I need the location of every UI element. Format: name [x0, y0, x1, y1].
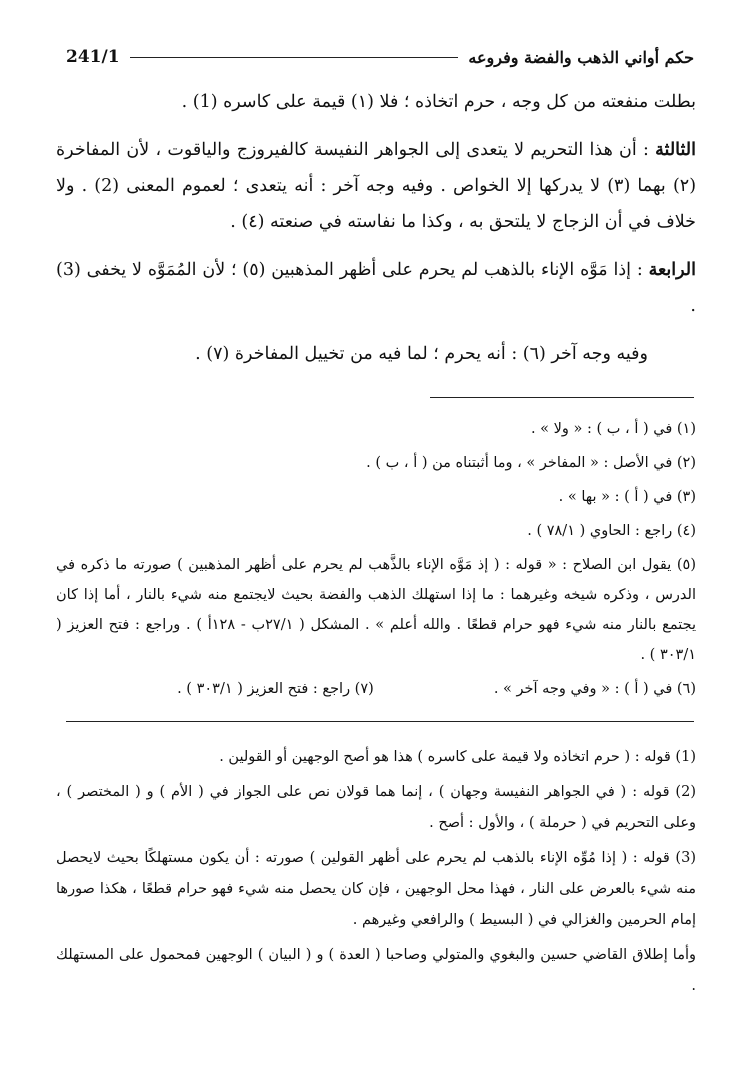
commentary-footnotes [56, 742, 696, 1006]
fourth-text: : إذا مَوَّه الإناء بالذهب لم يحرم على أظهر المذهبين (٥) ؛ لأن المُمَوَّه لا يخفى (3) . [56, 260, 696, 316]
footnote-separator-short [430, 397, 694, 398]
variant-footnotes [56, 414, 696, 708]
commentary-3: (3) قوله : ( إذا مُوِّه الإناء بالذهب لم يحرم على أظهر القولين ) صورته : أن يكون مستهلكًا بحيث لايحصل منه شيء بالعرض على النار ، فهذا محل الوجهين ، فإن كان يحصل منه شيء فهو حرام قطعًا ، هكذا صورها إمام الحرمين والغزالي في ( البسيط ) والرافعي وغيرهم . [56, 850, 696, 928]
paragraph-third [56, 132, 696, 240]
footnote-7: (٧) راجع : فتح العزيز ( ٣٠٣/١ ) . [177, 681, 374, 697]
commentary-4: وأما إطلاق القاضي حسين والبغوي والمتولي وصاحبا ( العدة ) و ( البيان ) الوجهين فمحمول على المستهلك . [56, 947, 696, 994]
footnote-1: (١) في ( أ ، ب ) : « ولا » . [530, 421, 696, 437]
header-title: حكم أواني الذهب والفضة وفروعه [468, 47, 694, 67]
footnote-row-6-7 [56, 674, 696, 704]
footnote-2: (٢) في الأصل : « المفاخر » ، وما أثبتناه من ( أ ، ب ) . [366, 455, 696, 471]
running-header [66, 44, 694, 70]
fourth-label: الرابعة [648, 260, 696, 280]
header-rule [130, 57, 459, 58]
footnote-6: (٦) في ( أ ) : « وفي وجه آخر » . [493, 681, 696, 697]
paragraph-continuation: بطلت منفعته من كل وجه ، حرم اتخاذه ؛ فلا (١) قيمة على كاسره (1) . [181, 92, 696, 112]
main-text [56, 84, 696, 384]
paragraph-fourth [56, 252, 696, 324]
commentary-2: (2) قوله : ( في الجواهر النفيسة وجهان ) ، إنما هما قولان نص على الجواز في ( الأم ) و ( المختصر ) ، وعلى التحريم في ( حرملة ) ، والأول : أصح . [56, 784, 696, 831]
page-number: 241/1 [66, 47, 120, 67]
footnote-3: (٣) في ( أ ) : « بها » . [558, 489, 696, 505]
paragraph-other-view: وفيه وجه آخر (٦) : أنه يحرم ؛ لما فيه من تخييل المفاخرة (٧) . [195, 344, 648, 364]
footnote-separator-full [66, 721, 694, 722]
third-text: : أن هذا التحريم لا يتعدى إلى الجواهر النفيسة كالفيروزج والياقوت ، لأن المفاخرة (٢) بهما (٣) لا يدركها إلا الخواص . وفيه وجه آخر : أنه يتعدى ؛ لعموم المعنى (2) . ولا خلاف في أن الزجاج لا يلتحق به ، وكذا ما نفاسته في صنعته (٤) . [56, 140, 697, 232]
footnote-5: (٥) يقول ابن الصلاح : « قوله : ( إذ مَوَّه الإناء بالذَّهب لم يحرم على أظهر المذهبين ) صورته ما ذكره في الدرس ، وذكره شيخه وغيرهما : ما إذا استهلك الذهب والفضة بحيث لايجتمع منه شيء بالنار ، أما إذا كان يجتمع بالنار منه شيء فهو حرام قطعًا . والله أعلم » . المشكل ( ٢٧/١ب - ١٢٨أ ) . وراجع : فتح العزيز ( ٣٠٣/١ ) . [56, 557, 696, 663]
footnote-4: (٤) راجع : الحاوي ( ٧٨/١ ) . [527, 523, 696, 539]
commentary-1: (1) قوله : ( حرم اتخاذه ولا قيمة على كاسره ) هذا هو أصح الوجهين أو القولين . [219, 749, 696, 765]
third-label: الثالثة [655, 140, 696, 160]
